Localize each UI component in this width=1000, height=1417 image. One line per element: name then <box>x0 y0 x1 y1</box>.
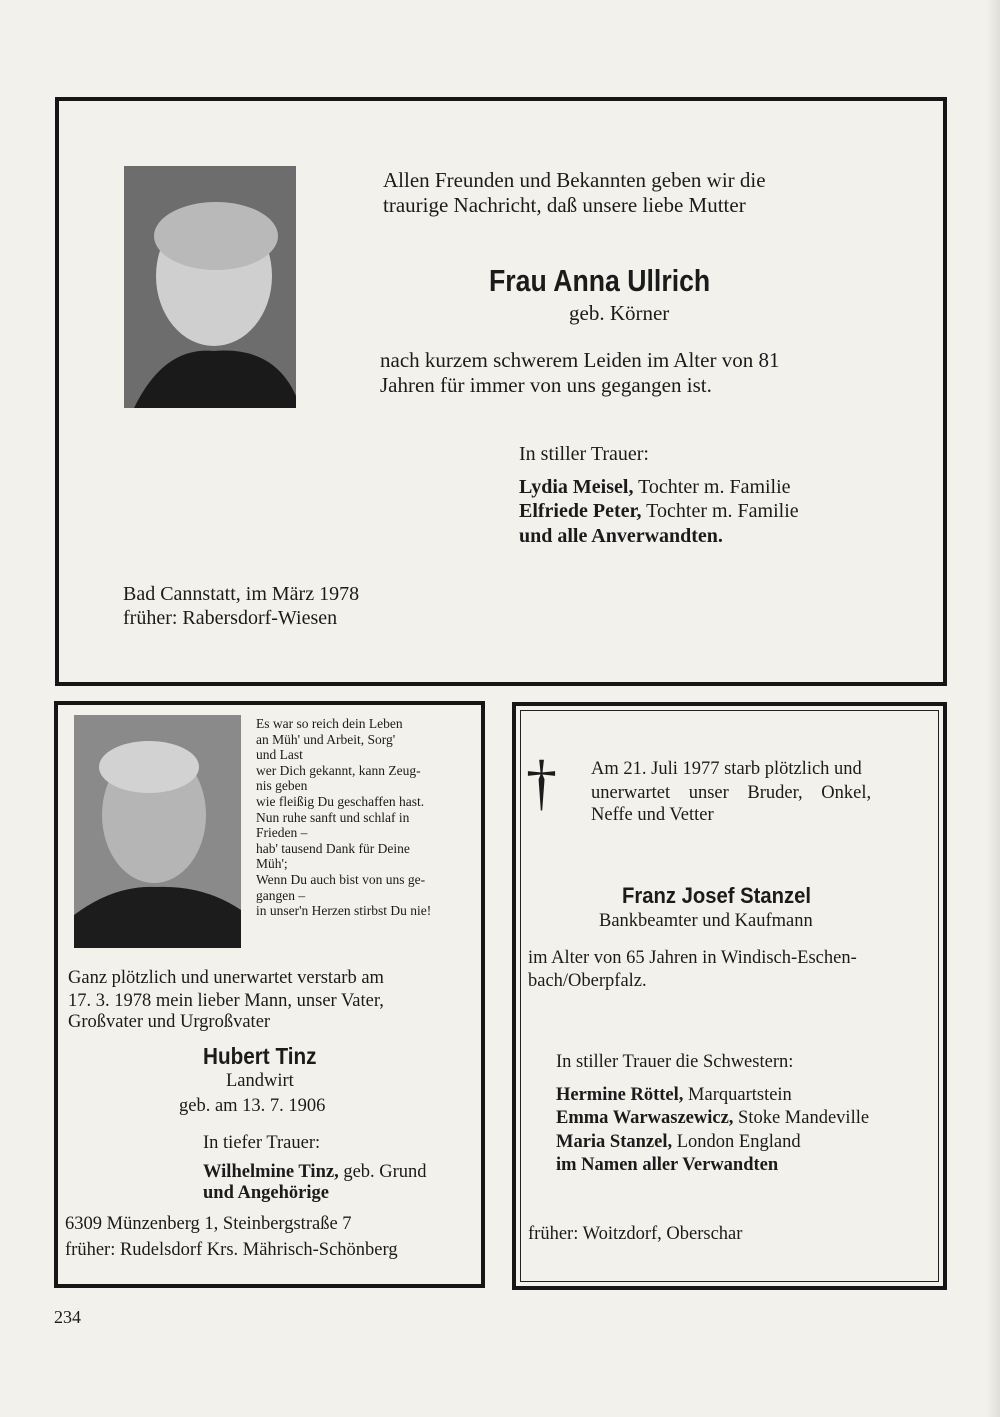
intro-line-2: traurige Nachricht, daß unsere liebe Mutter <box>383 193 746 217</box>
poem <box>256 716 431 919</box>
birth-name: geb. Körner <box>569 301 670 325</box>
poem-line: gangen – <box>256 887 306 903</box>
relatives: und alle Anverwandten. <box>519 525 723 547</box>
age-place-line-1: im Alter von 65 Jahren in Windisch-Eschen- <box>528 948 857 968</box>
deceased-name: Hubert Tinz <box>203 1043 317 1069</box>
sister-3: Maria Stanzel, London England <box>556 1132 801 1152</box>
poem-line: Nun ruhe sanft und schlaf in <box>256 809 410 825</box>
sister-1: Hermine Röttel, Marquartstein <box>556 1085 792 1105</box>
poem-line: Es war so reich dein Leben <box>256 716 403 731</box>
mourner-1: Wilhelmine Tinz, geb. Grund <box>203 1162 427 1182</box>
notice-line-1: Am 21. Juli 1977 starb plötzlich und <box>591 759 862 779</box>
poem-line: an Müh' und Arbeit, Sorg' <box>256 731 396 747</box>
poem-line: hab' tausend Dank für Deine <box>256 840 410 856</box>
poem-line: Wenn Du auch bist von uns ge- <box>256 871 426 887</box>
mourning-heading: In stiller Trauer: <box>519 443 649 465</box>
place-date: Bad Cannstatt, im März 1978 <box>123 583 360 605</box>
age-place-line-2: bach/Oberpfalz. <box>528 971 647 991</box>
mourner-2: Elfriede Peter, Tochter m. Familie <box>519 500 799 522</box>
notice-line-1: Ganz plötzlich und unerwartet verstarb am <box>68 968 384 988</box>
cross-icon: † <box>526 749 557 817</box>
profession: Landwirt <box>226 1071 294 1091</box>
notice-line-2: unerwartet unser Bruder, Onkel, <box>591 783 872 803</box>
address: 6309 Münzenberg 1, Steinbergstraße 7 <box>65 1214 352 1234</box>
portrait-photo-anna-ullrich <box>124 166 296 408</box>
intro-line-1: Allen Freunden und Bekannten geben wir die <box>383 168 766 192</box>
portrait-photo-hubert-tinz <box>74 715 241 948</box>
woman-portrait-icon <box>124 166 296 408</box>
poem-line: wie fleißig Du geschaffen hast. <box>256 793 425 809</box>
notice-line-2: Jahren für immer von uns gegangen ist. <box>380 373 712 397</box>
notice-line-1: nach kurzem schwerem Leiden im Alter von 81 <box>380 348 780 372</box>
profession: Bankbeamter und Kaufmann <box>599 911 813 931</box>
notice-line-3: Großvater und Urgroßvater <box>68 1012 271 1032</box>
poem-line: und Last <box>256 747 303 763</box>
notice-line-2: 17. 3. 1978 mein lieber Mann, unser Vater, <box>68 991 384 1011</box>
former-residence: früher: Rudelsdorf Krs. Mährisch-Schönberg <box>65 1240 398 1260</box>
poem-line: Frieden – <box>256 825 308 841</box>
former-residence: früher: Woitzdorf, Oberschar <box>528 1224 743 1244</box>
mourning-heading: In stiller Trauer die Schwestern: <box>556 1052 794 1072</box>
former-residence: früher: Rabersdorf-Wiesen <box>123 607 338 629</box>
deceased-name: Franz Josef Stanzel <box>622 883 811 908</box>
sister-2: Emma Warwaszewicz, Stoke Mandeville <box>556 1108 870 1128</box>
poem-line: Müh'; <box>256 856 288 872</box>
deceased-name: Frau Anna Ullrich <box>489 263 711 298</box>
mourning-heading: In tiefer Trauer: <box>203 1133 321 1153</box>
poem-line: in unser'n Herzen stirbst Du nie! <box>256 903 432 919</box>
poem-line: nis geben <box>256 778 308 794</box>
birth-date: geb. am 13. 7. 1906 <box>179 1096 326 1116</box>
mourner-1: Lydia Meisel, Tochter m. Familie <box>519 476 791 498</box>
relatives: im Namen aller Verwandten <box>556 1155 779 1175</box>
page-edge-shadow <box>986 0 1000 1417</box>
relatives: und Angehörige <box>203 1183 329 1203</box>
notice-line-3: Neffe und Vetter <box>591 805 714 825</box>
page-number: 234 <box>54 1307 81 1327</box>
poem-line: wer Dich gekannt, kann Zeug- <box>256 762 421 778</box>
man-portrait-icon <box>74 715 241 948</box>
